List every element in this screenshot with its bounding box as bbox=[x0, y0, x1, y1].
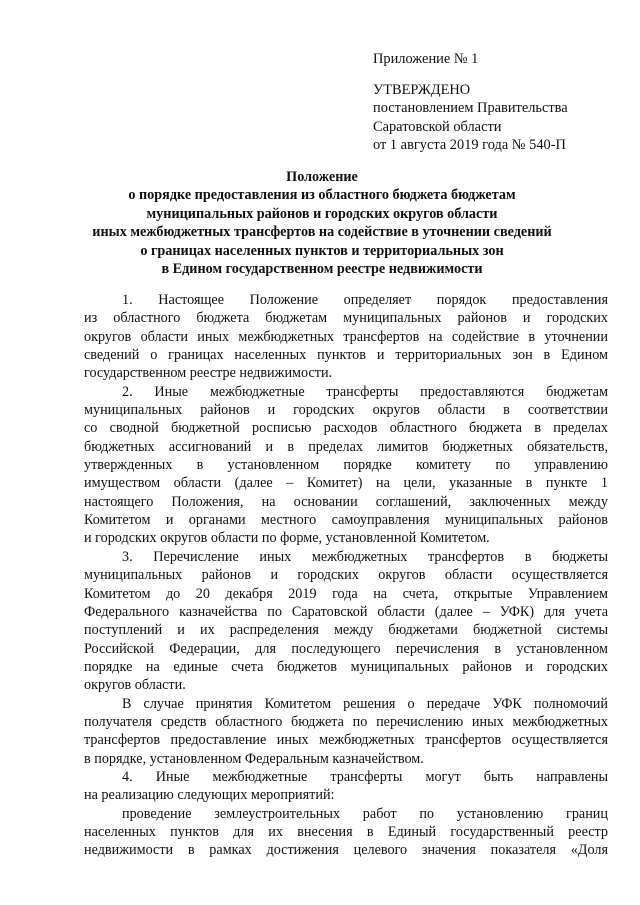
text-line: Комитетом и органами местного самоуправления муниципальных районов bbox=[84, 512, 608, 529]
text-line: трансфертов предоставление иных межбюджетных трансфертов осуществляется bbox=[84, 732, 608, 749]
text-line: 3. Перечисление иных межбюджетных трансфертов в бюджеты bbox=[122, 548, 608, 565]
text-line: утвержденных в установленном порядке комитету по управлению bbox=[84, 457, 608, 474]
approved-heading: УТВЕРЖДЕНО bbox=[373, 81, 471, 98]
text-line: порядке на единые счета бюджетов муниципальных районов и городских bbox=[84, 658, 608, 675]
paragraph-2 bbox=[84, 383, 608, 548]
text-line: бюджетных ассигнований и в пределах лимитов бюджетных обязательств, bbox=[84, 438, 608, 455]
text-line: 4. Иные межбюджетные трансферты могут быть направлены bbox=[122, 768, 608, 785]
title-line: муниципальных районов и городских округов области bbox=[146, 205, 498, 222]
text-line: сведений о границах населенных пунктов и территориальных зон в Едином bbox=[84, 347, 608, 364]
spacer bbox=[373, 69, 568, 81]
title-line: Положение bbox=[286, 169, 358, 185]
text-line: на реализацию следующих мероприятий: bbox=[84, 787, 335, 804]
paragraph-4-item bbox=[84, 805, 608, 860]
text-line: В случае принятия Комитетом решения о передаче УФК полномочий bbox=[122, 695, 608, 712]
text-line: и городских округов области по форме, установленной Комитетом. bbox=[84, 530, 490, 547]
text-line: Российской Федерации, для последующего перечисления в установленном bbox=[84, 640, 608, 657]
document-body bbox=[84, 291, 608, 860]
text-line: муниципальных районов и городских округов области осуществляется bbox=[84, 567, 608, 584]
approval-line: от 1 августа 2019 года № 540-П bbox=[373, 137, 566, 154]
text-line: Комитетом до 20 декабря 2019 года на счета, открытые Управлением bbox=[84, 585, 608, 602]
approval-block bbox=[373, 50, 568, 155]
text-line: имуществом области (далее – Комитет) на цели, указанные в пункте 1 bbox=[84, 475, 608, 492]
text-line: 1. Настоящее Положение определяет порядок предоставления bbox=[122, 292, 608, 308]
text-line: 2. Иные межбюджетные трансферты предоставляются бюджетам bbox=[122, 383, 608, 400]
paragraph-4 bbox=[84, 768, 608, 805]
title-line: о порядке предоставления из областного бюджета бюджетам bbox=[128, 187, 516, 204]
approval-line: Саратовской области bbox=[373, 118, 502, 135]
text-line: настоящего Положения, на основании соглашений, заключенных между bbox=[84, 493, 608, 510]
text-line: населенных пунктов для их внесения в Единый государственный реестр bbox=[84, 823, 608, 840]
text-line: государственном реестре недвижимости. bbox=[84, 365, 333, 382]
title-line: в Едином государственном реестре недвижимости bbox=[161, 261, 483, 278]
text-line: из областного бюджета бюджетам муниципальных районов и городских bbox=[84, 310, 608, 327]
title-line: иных межбюджетных трансфертов на содействие в уточнении сведений bbox=[92, 224, 552, 241]
text-line: поступлений и их распределения между бюджетами бюджетной системы bbox=[84, 622, 608, 639]
text-line: со сводной бюджетной росписью расходов областного бюджета в пределах bbox=[84, 420, 608, 437]
text-line: в порядке, установленном Федеральным казначейством. bbox=[84, 750, 424, 767]
text-line: муниципальных районов и городских округов области в соответствии bbox=[84, 402, 608, 419]
paragraph-3 bbox=[84, 548, 608, 695]
text-line: Федерального казначейства по Саратовской области (далее – УФК) для учета bbox=[84, 603, 608, 620]
text-line: проведение землеустроительных работ по установлению границ bbox=[122, 805, 608, 822]
appendix-label: Приложение № 1 bbox=[373, 51, 479, 67]
document-title bbox=[60, 168, 584, 278]
text-line: недвижимости в рамках достижения целевого значения показателя «Доля bbox=[84, 842, 608, 859]
text-line: округов области иных межбюджетных трансфертов на содействие в уточнении bbox=[84, 328, 608, 345]
approval-line: постановлением Правительства bbox=[373, 100, 568, 117]
text-line: получателя средств областного бюджета по перечислению иных межбюджетных bbox=[84, 713, 608, 730]
title-line: о границах населенных пунктов и территориальных зон bbox=[140, 242, 504, 259]
paragraph-3-continued bbox=[84, 695, 608, 768]
paragraph-1 bbox=[84, 291, 608, 383]
text-line: округов области. bbox=[84, 677, 186, 694]
